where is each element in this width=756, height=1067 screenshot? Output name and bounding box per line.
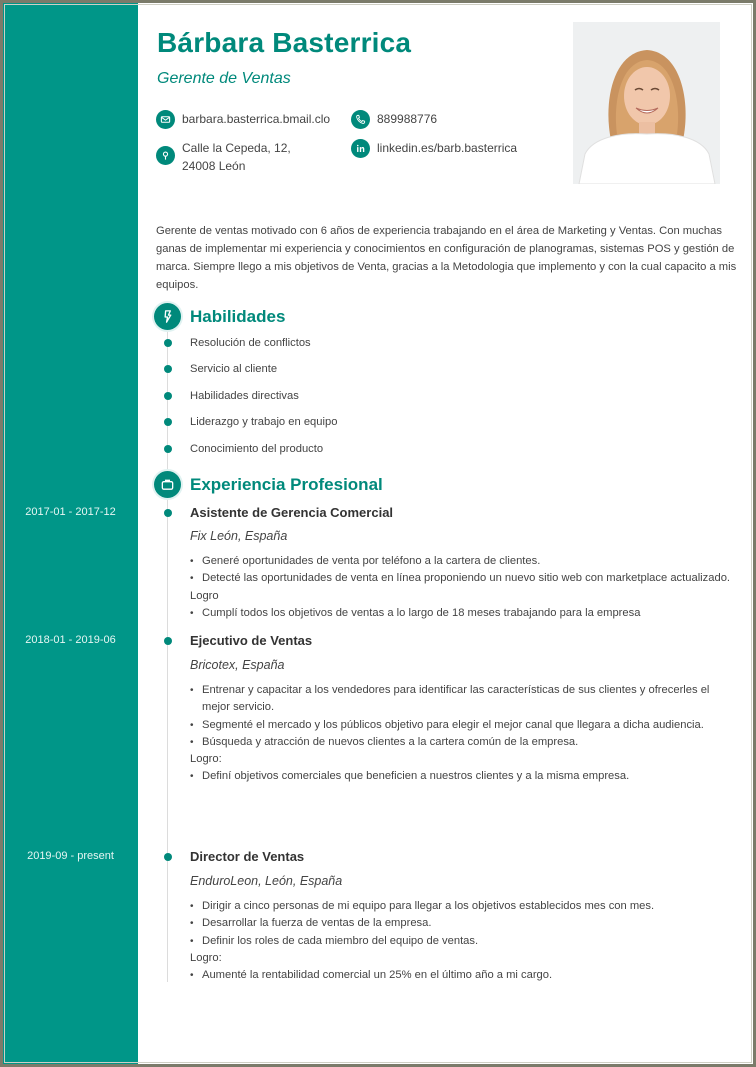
job-details	[190, 682, 735, 786]
skills-section-header	[154, 303, 285, 330]
lightning-icon	[154, 303, 181, 330]
linkedin-icon	[351, 139, 370, 158]
contact-email[interactable]	[156, 110, 330, 129]
job-details	[190, 898, 735, 984]
contact-phone[interactable]	[351, 110, 437, 129]
job-dates: 2018-01 - 2019-06	[25, 634, 116, 646]
job-bullet: • Segmenté el mercado y los públicos objetivo para elegir el mejor canal que llegara a dicha audiencia.	[190, 717, 735, 734]
contact-address	[156, 139, 291, 175]
job-company: Fix León, España	[190, 529, 288, 543]
timeline-dot	[164, 853, 172, 861]
briefcase-icon	[154, 471, 181, 498]
job-title: Ejecutivo de Ventas	[190, 633, 313, 648]
job-title: Asistente de Gerencia Comercial	[190, 505, 394, 520]
skill-item: Habilidades directivas	[164, 390, 299, 402]
skill-item: Resolución de conflictos	[164, 337, 311, 349]
skill-item: Liderazgo y trabajo en equipo	[164, 416, 337, 428]
job-bullet: • Definir los roles de cada miembro del equipo de ventas.	[190, 933, 735, 950]
linkedin-text: linkedin.es/barb.basterrica	[377, 141, 518, 155]
bullet-dot	[164, 365, 172, 373]
achievement-label: Logro:	[190, 951, 222, 964]
phone-icon	[351, 110, 370, 129]
job-header	[164, 633, 312, 648]
candidate-name: Bárbara Basterrica	[157, 27, 412, 58]
profile-summary: Gerente de ventas motivado con 6 años de experiencia trabajando en el área de Marketing y Ventas. Con muchas ganas de implementar mi experiencia y conocimientos en configuración de planogramas, sistemas POS y gestión de marca. Siempre llego a mis objetivos de Venta, gracias a la Metodologia que implemento y con la cual capacito a mis equipos.	[156, 225, 737, 291]
skill-item: Conocimiento del producto	[164, 443, 323, 455]
experience-title: Experiencia Profesional	[190, 474, 383, 494]
timeline-dot	[164, 637, 172, 645]
sidebar-accent-bar	[3, 3, 138, 1064]
timeline-dot	[164, 509, 172, 517]
profile-photo	[573, 22, 720, 184]
location-pin-icon	[156, 146, 175, 165]
achievement-label: Logro	[190, 589, 219, 602]
job-bullet: • Dirigir a cinco personas de mi equipo para llegar a los objetivos establecidos mes con mes.	[190, 898, 735, 915]
address-line-2: 24008 León	[182, 159, 246, 173]
achievement-bullet: • Aumenté la rentabilidad comercial un 25% en el último año a mi cargo.	[190, 967, 735, 984]
job-company: Bricotex, España	[190, 658, 285, 672]
job-details	[190, 553, 735, 622]
job-bullet: • Búsqueda y atracción de nuevos clientes a la cartera común de la empresa.	[190, 734, 735, 751]
job-dates: 2019-09 - present	[27, 850, 114, 862]
job-header	[164, 505, 393, 520]
achievement-bullet: • Definí objetivos comerciales que beneficien a nuestros clientes y a la misma empresa.	[190, 768, 735, 785]
bullet-dot	[164, 445, 172, 453]
skills-title: Habilidades	[190, 306, 286, 326]
job-bullet: • Generé oportunidades de venta por teléfono a la cartera de clientes.	[190, 553, 735, 570]
job-bullet: • Entrenar y capacitar a los vendedores para identificar las características de sus clientes y ofrecerles el mejor servicio.	[190, 682, 735, 717]
job-bullet: • Desarrollar la fuerza de ventas de la empresa.	[190, 915, 735, 932]
address-line-1: Calle la Cepeda, 12,	[182, 141, 291, 155]
phone-text: 889988776	[377, 112, 438, 126]
experience-section-header	[154, 471, 383, 498]
email-text: barbara.basterrica.bmail.clo	[182, 112, 331, 126]
job-bullet: • Detecté las oportunidades de venta en línea proponiendo un nuevo sitio web con marketplace actualizado.	[190, 570, 735, 587]
contact-linkedin[interactable]	[351, 139, 517, 158]
bullet-dot	[164, 418, 172, 426]
bullet-dot	[164, 392, 172, 400]
skill-item: Servicio al cliente	[164, 363, 277, 375]
job-header	[164, 849, 304, 864]
job-title: Director de Ventas	[190, 849, 305, 864]
job-title-headline: Gerente de Ventas	[157, 70, 291, 87]
mail-icon	[156, 110, 175, 129]
job-company: EnduroLeon, León, España	[190, 874, 343, 888]
achievement-bullet: • Cumplí todos los objetivos de ventas a lo largo de 18 meses trabajando para la empresa	[190, 605, 735, 622]
bullet-dot	[164, 339, 172, 347]
achievement-label: Logro:	[190, 753, 222, 766]
job-dates: 2017-01 - 2017-12	[25, 506, 116, 518]
